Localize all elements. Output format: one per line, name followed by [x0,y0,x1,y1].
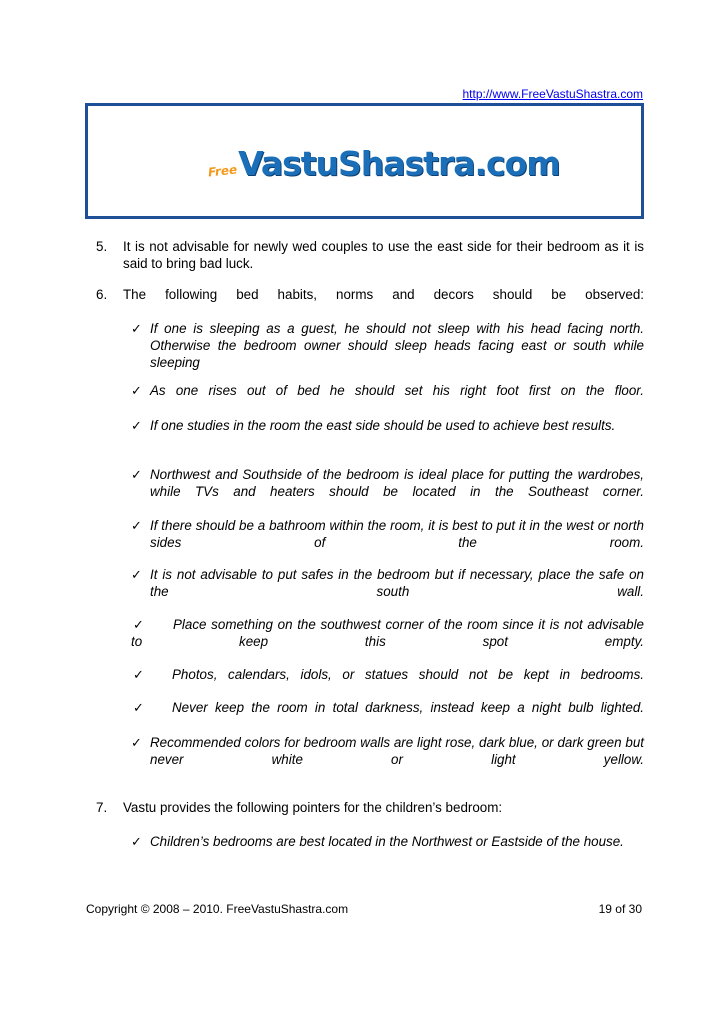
footer-copyright: Copyright © 2008 – 2010. FreeVastuShastra.com [86,902,349,916]
header-url-link[interactable]: http://www.FreeVastuShastra.com [462,87,643,101]
bullet-item: ✓ As one rises out of bed he should set his right foot first on the floor. [131,383,644,398]
bullet-item: ✓ Recommended colors for bedroom walls are light rose, dark blue, or dark green but never white or light yellow. [131,735,644,767]
bullet-item: ✓ If one is sleeping as a guest, he should not sleep with his head facing north. Otherwise the bedroom owner should sleep heads facing east or south while sleeping [131,321,644,370]
checkmark-icon: ✓ [131,321,142,336]
bullet-item: ✓ Northwest and Southside of the bedroom is ideal place for putting the wardrobes, while TVs and heaters should be located in the Southeast corner. [131,467,644,499]
bullet-item: ✓ If one studies in the room the east side should be used to achieve best results. [131,418,616,433]
bullet-item: ✓ It is not advisable to put safes in the bedroom but if necessary, place the safe on the south wall. [131,567,644,599]
checkmark-icon: ✓ [131,467,142,482]
bullet-item: ✓ Place something on the southwest corner of the room since it is not advisable to keep this spot empty. [131,617,644,649]
list-item-6 [96,286,644,303]
bullet-item: ✓ If there should be a bathroom within the room, it is best to put it in the west or north sides of the room. [131,518,644,550]
bullet-item: ✓ Photos, calendars, idols, or statues should not be kept in bedrooms. [133,667,644,682]
item-number: 5. [96,239,108,254]
item-text: It is not advisable for newly wed couples to use the east side for their bedroom as it is said to bring bad luck. [123,239,644,271]
checkmark-icon: ✓ [131,518,142,533]
list-item-5 [96,238,644,272]
page-number: 19 of 30 [598,902,642,916]
bullet-item: ✓ Children’s bedrooms are best located in the Northwest or Eastside of the house. [131,834,624,849]
checkmark-icon: ✓ [131,567,142,582]
checkmark-icon: ✓ [133,617,144,632]
checkmark-icon: ✓ [133,667,144,682]
item-text: Vastu provides the following pointers for the children’s bedroom: [123,800,503,815]
item-number: 6. [96,287,108,302]
checkmark-icon: ✓ [131,383,142,398]
checkmark-icon: ✓ [133,700,144,715]
item-text: The following bed habits, norms and decors should be observed: [123,287,644,302]
site-logo [208,144,560,184]
logo-free-text: Free [207,162,238,180]
checkmark-icon: ✓ [131,735,142,750]
logo-banner [85,103,644,219]
checkmark-icon: ✓ [131,418,142,433]
logo-main-text: VastuShastra.com [238,144,560,183]
bullet-item: ✓ Never keep the room in total darkness, instead keep a night bulb lighted. [133,700,644,715]
list-item-7 [96,799,644,816]
checkmark-icon: ✓ [131,834,142,849]
item-number: 7. [96,800,108,815]
page-footer [86,902,642,916]
